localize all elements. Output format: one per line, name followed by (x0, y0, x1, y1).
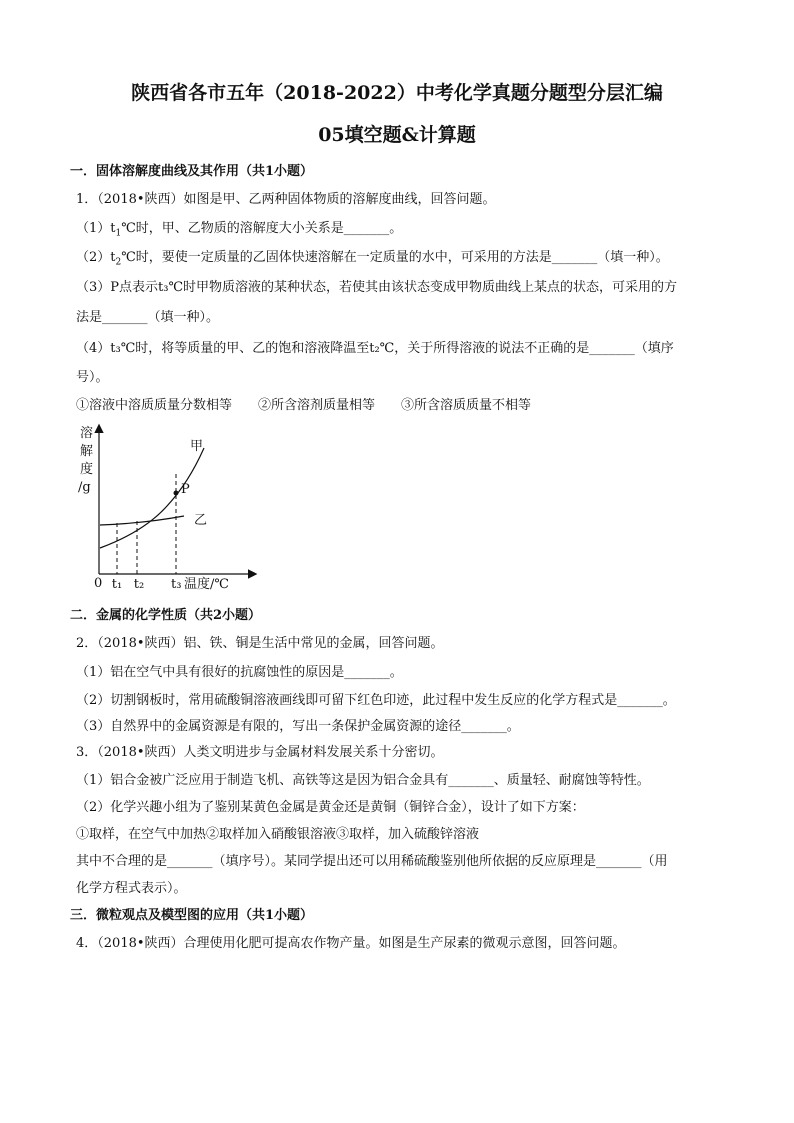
question-3-part-3: ①取样，在空气中加热②取样加入硝酸银溶液③取样，加入硫酸锌溶液 (76, 827, 480, 842)
question-2-part-3: （3）自然界中的金属资源是有限的，写出一条保护金属资源的途径_______。 (76, 719, 520, 734)
section-heading-1: 一．固体溶解度曲线及其作用（共1小题） (70, 164, 314, 179)
y-axis-label-unit: /g (78, 480, 91, 495)
question-2-part-2: （2）切割钢板时，常用硫酸铜溶液画线即可留下红色印迹，此过程中发生反应的化学方程式是_______。 (76, 693, 676, 708)
question-1-options: ①溶液中溶质质量分数相等 ②所含溶剂质量相等 ③所含溶质质量不相等 (76, 398, 532, 413)
document-subtitle: 05填空题&计算题 (318, 124, 476, 146)
question-3-part-4-line-2: 化学方程式表示）。 (76, 881, 187, 896)
question-1-part-4-line-2: 号）。 (76, 370, 109, 385)
section-heading-2: 二．金属的化学性质（共2小题） (70, 608, 262, 623)
curve-yi (100, 516, 184, 525)
question-2-part-1: （1）铝在空气中具有很好的抗腐蚀性的原因是_______。 (76, 665, 403, 680)
solubility-curve-figure (72, 420, 272, 595)
question-2-stem: 2．（2018•陕西）铝、铁、铜是生活中常见的金属，回答问题。 (76, 636, 444, 651)
question-3-part-4-line-1: 其中不合理的是_______（填序号）。某同学提出还可以用稀硫酸鉴别他所依据的反应原理是_______（用 (76, 854, 668, 869)
origin-label: 0 (94, 576, 103, 591)
curve-yi-label: 乙 (194, 513, 208, 528)
t3-tick-label: t₃ (171, 577, 182, 592)
curve-jia-label: 甲 (190, 439, 204, 454)
point-p-label: P (181, 482, 190, 497)
question-3-stem: 3．（2018•陕西）人类文明进步与金属材料发展关系十分密切。 (76, 745, 444, 760)
question-3-part-2: （2）化学兴趣小组为了鉴别某黄色金属是黄金还是黄铜（铜锌合金），设计了如下方案： (76, 800, 585, 815)
question-1-part-1: $(1)t_1℃$时，甲、乙物质的溶解度大小关系是_______。 (76, 221, 403, 239)
t1-tick-label: t₁ (111, 577, 123, 592)
y-axis-label-char-1: 溶 (80, 426, 94, 441)
question-1-part-3-line-1: （3）P点表示t₃℃时甲物质溶液的某种状态，若使其由该状态变成甲物质曲线上某点的状态，可采用的方 (76, 280, 677, 295)
question-3-part-1: （1）铝合金被广泛应用于制造飞机、高铁等这是因为铝合金具有_______、质量轻、耐腐蚀等特性。 (76, 773, 650, 788)
point-p-marker (174, 491, 179, 496)
t2-tick-label: t₂ (133, 577, 145, 592)
question-1-part-2: $(2)t_2℃$时，要使一定质量的乙固体快速溶解在一定质量的水中，可采用的方法是_______（填一种）。 (76, 250, 669, 268)
question-1-part-4-line-1: （4）t₃℃时，将等质量的甲、乙的饱和溶液降温至t₂℃，关于所得溶液的说法不正确的是_______（填序 (76, 341, 674, 356)
section-heading-3: 三．微粒观点及模型图的应用（共1小题） (70, 908, 314, 923)
y-axis-label-char-3: 度 (80, 462, 94, 477)
document-title: 陕西省各市五年（2018-2022）中考化学真题分题型分层汇编 (131, 82, 663, 104)
curve-jia (100, 448, 204, 548)
question-1-part-3-line-2: 法是_______（填一种）。 (76, 310, 220, 325)
x-axis-label: 温度/℃ (184, 577, 229, 592)
question-1-stem: 1．（2018•陕西）如图是甲、乙两种固体物质的溶解度曲线，回答问题。 (76, 192, 496, 207)
y-axis-label-char-2: 解 (80, 444, 94, 459)
question-4-stem: 4．（2018•陕西）合理使用化肥可提高农作物产量。如图是生产尿素的微观示意图，回答问题。 (76, 936, 626, 951)
